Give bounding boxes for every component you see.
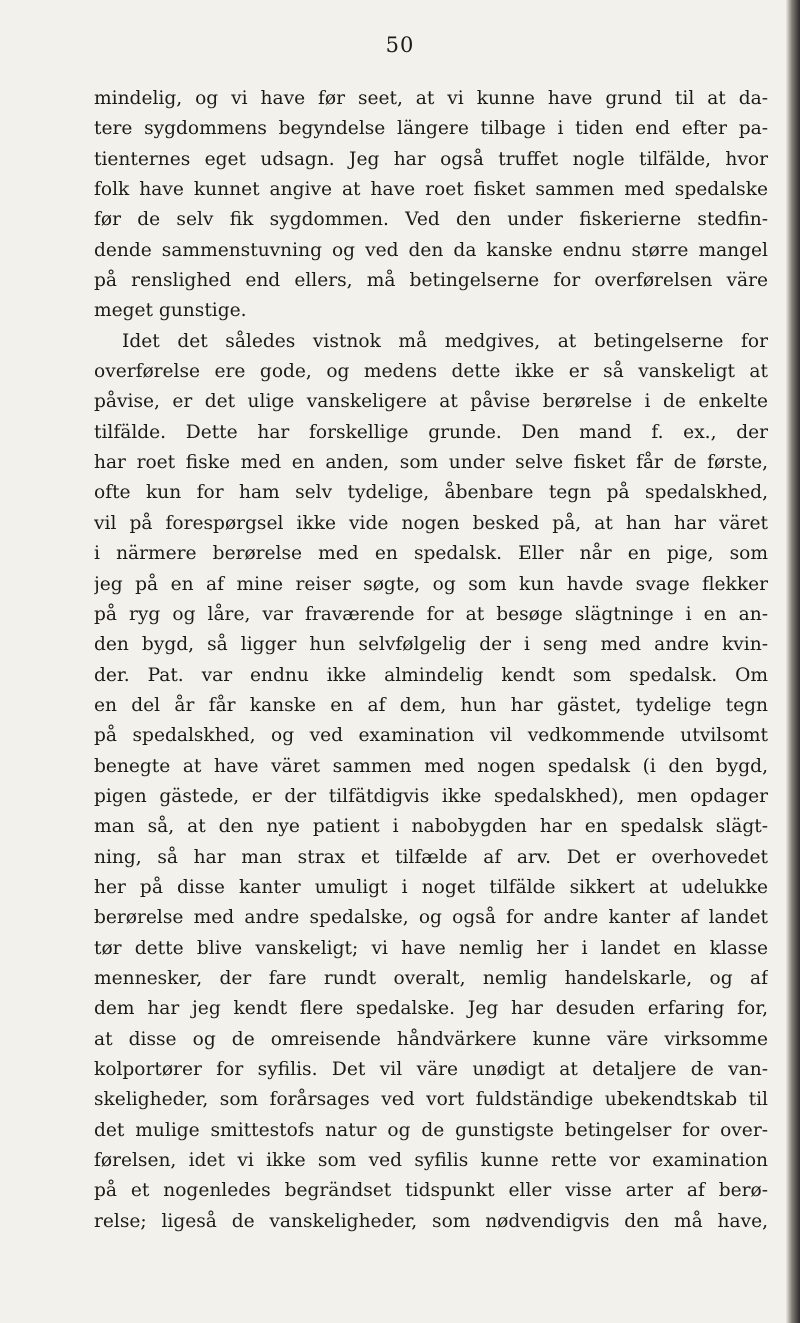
- text-line: jeg på en af mine reiser søgte, og som kun havde svage flekker: [94, 573, 768, 595]
- text-line: kolportører for syfilis. Det vil väre unødigt at detaljere de van-: [94, 1059, 768, 1080]
- text-line: påvise, er det ulige vanskeligere at påvise berørelse i de enkelte: [94, 391, 768, 413]
- text-line: mennesker, der fare rundt overalt, nemlig handelskarle, og af: [94, 967, 768, 989]
- text-line: berørelse med andre spedalske, og også for andre kanter af landet: [94, 907, 768, 929]
- page-number: 50: [385, 33, 415, 57]
- text-line: før de selv fik sygdommen. Ved den under fiskerierne stedfin-: [94, 209, 768, 231]
- text-line: den bygd, så ligger hun selvfølgelig der i seng med andre kvin-: [94, 634, 768, 656]
- text-line: man så, at den nye patient i nabobygden har en spedalsk slägt-: [94, 816, 768, 838]
- text-line: på ryg og låre, var fraværende for at besøge slägtninge i en an-: [94, 603, 768, 625]
- text-line: at disse og de omreisende håndvärkere kunne väre virksomme: [94, 1028, 768, 1050]
- text-line: har roet fiske med en anden, som under selve fisket får de første,: [94, 452, 768, 474]
- text-line: tilfälde. Dette har forskellige grunde. Den mand f. ex., der: [94, 421, 768, 443]
- text-line: på spedalskhed, og ved examination vil vedkommende utvilsomt: [94, 725, 768, 747]
- text-line: ning, så har man strax et tilfælde af arv. Det er overhovedet: [94, 846, 768, 868]
- text-line: det mulige smittestofs natur og de gunstigste betingelser for over-: [94, 1119, 768, 1141]
- text-line: meget gunstige.: [94, 300, 247, 322]
- text-line: skeligheder, som forårsages ved vort fuldständige ubekendtskab til: [94, 1089, 768, 1111]
- text-line: pigen gästede, er der tilfätdigvis ikke spedalskhed), men opdager: [94, 785, 768, 807]
- text-line: på et nogenledes begrändset tidspunkt eller visse arter af berø-: [94, 1180, 768, 1202]
- text-line: førelsen, idet vi ikke som ved syfilis kunne rette vor examination: [94, 1150, 768, 1172]
- text-line: her på disse kanter umuligt i noget tilfälde sikkert at udelukke: [94, 876, 768, 898]
- text-line: Idet det således vistnok må medgives, at betingelserne for: [122, 330, 768, 352]
- text-line: folk have kunnet angive at have roet fisket sammen med spedalske: [94, 179, 768, 201]
- text-line: relse; ligeså de vanskeligheder, som nødvendigvis den må have,: [94, 1210, 768, 1232]
- text-line: overførelse ere gode, og medens dette ikke er så vanskeligt at: [94, 361, 768, 383]
- text-line: tere sygdommens begyndelse längere tilbage i tiden end efter pa-: [94, 118, 768, 140]
- text-line: tør dette blive vanskeligt; vi have nemlig her i landet en klasse: [94, 937, 768, 959]
- text-line: der. Pat. var endnu ikke almindelig kendt som spedalsk. Om: [94, 664, 768, 686]
- text-line: tienternes eget udsagn. Jeg har også truffet nogle tilfälde, hvor: [94, 148, 768, 170]
- page-edge-shadow: [786, 0, 800, 1323]
- text-line: vil på forespørgsel ikke vide nogen besked på, at han har väret: [94, 512, 768, 534]
- text-line: benegte at have väret sammen med nogen spedalsk (i den bygd,: [94, 755, 768, 777]
- text-line: mindelig, og vi have før seet, at vi kunne have grund til at da-: [94, 88, 768, 109]
- body-text: [94, 84, 768, 1237]
- text-line: en del år får kanske en af dem, hun har gästet, tydelige tegn: [94, 694, 768, 716]
- text-line: dende sammenstuvning og ved den da kanske endnu større mangel: [94, 239, 768, 261]
- text-line: i närmere berørelse med en spedalsk. Eller når en pige, som: [94, 543, 768, 565]
- text-line: på renslighed end ellers, må betingelserne for overførelsen väre: [94, 270, 768, 292]
- text-line: ofte kun for ham selv tydelige, åbenbare tegn på spedalskhed,: [94, 482, 768, 504]
- text-line: dem har jeg kendt flere spedalske. Jeg har desuden erfaring for,: [94, 998, 768, 1020]
